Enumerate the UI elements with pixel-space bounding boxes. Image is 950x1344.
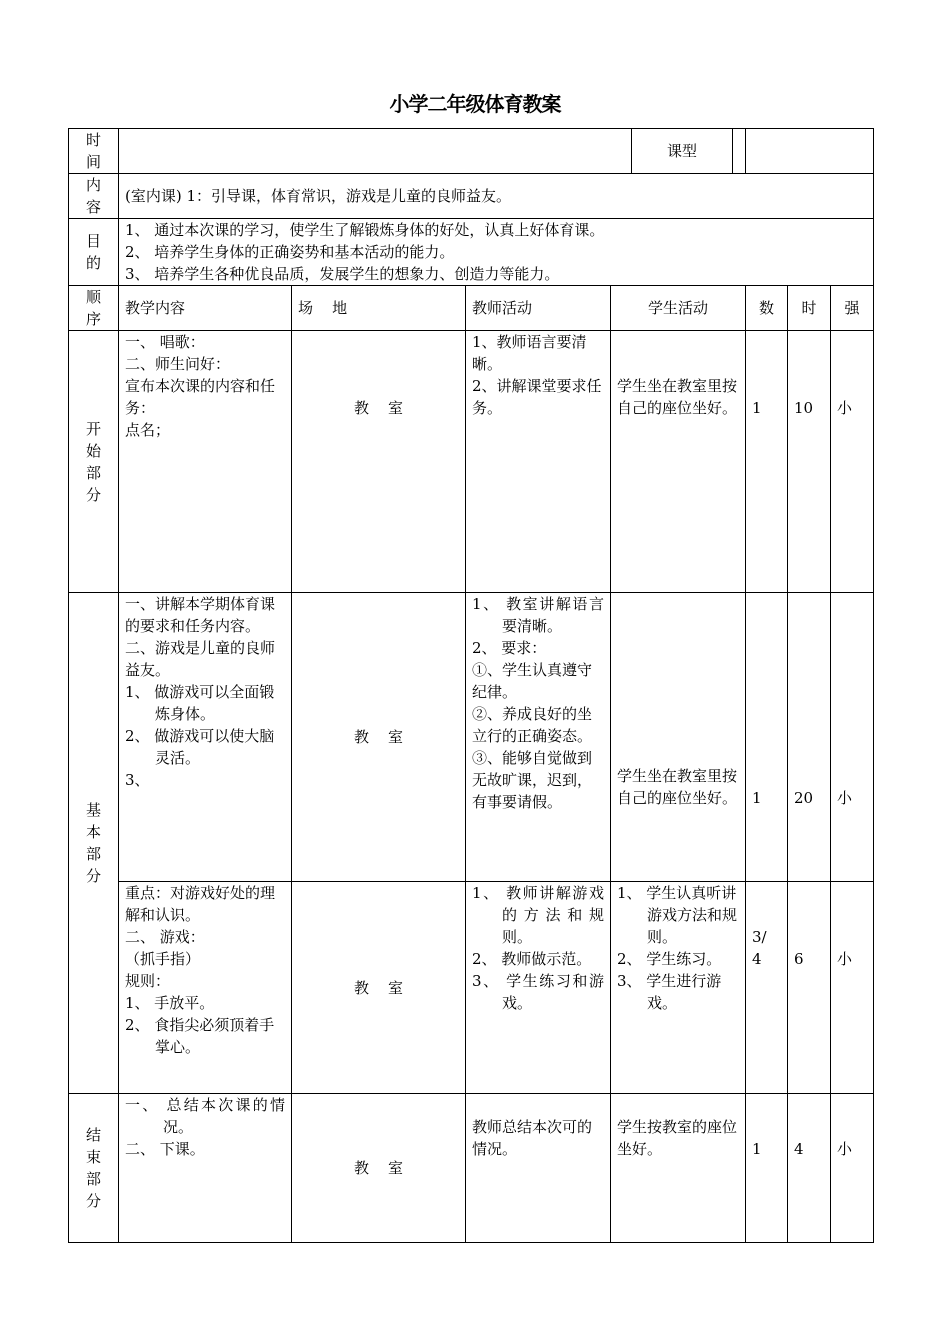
- goal-row: [69, 219, 874, 286]
- goal-item: 3、 培养学生各种优良品质，发展学生的想象力、创造力等能力。: [125, 265, 560, 283]
- time-label: [69, 129, 119, 174]
- content-line: 一、 总结本次课的情况。: [125, 1096, 285, 1136]
- column-header-row: [69, 286, 874, 331]
- content-label: [69, 174, 119, 219]
- section-basic-label: [69, 593, 119, 1094]
- goal-list: [119, 219, 874, 286]
- time-type-cell: [119, 129, 746, 174]
- student-line: 1、 学生认真听讲游戏方法和规则。: [617, 884, 738, 946]
- section-label-char: 束: [85, 1148, 101, 1166]
- content-line: 重点：对游戏好处的理解和认识。: [125, 884, 276, 924]
- student-line: 2、 学生练习。: [617, 950, 722, 968]
- content-label-char: 容: [85, 198, 101, 216]
- section-end-content: [119, 1094, 292, 1243]
- section-game-student: [611, 882, 746, 1094]
- section-end-count: 1: [746, 1094, 788, 1243]
- section-game-time: 6: [788, 882, 831, 1094]
- student-line: 3、 学生进行游戏。: [617, 972, 722, 1012]
- content-line: 点名；: [125, 421, 171, 439]
- section-end-row: [69, 1094, 874, 1243]
- col-count: 数: [746, 286, 788, 331]
- section-end-intensity: 小: [831, 1094, 874, 1243]
- content-line: 1、 手放平。: [125, 994, 215, 1012]
- section-game-intensity: 小: [831, 882, 874, 1094]
- section-game-venue: 教 室: [292, 882, 466, 1094]
- teacher-line: 2、 教师做示范。: [472, 950, 592, 968]
- section-basic-venue: 教 室: [292, 593, 466, 882]
- col-order: [69, 286, 119, 331]
- teacher-line: 3、 学生练习和游戏。: [472, 972, 604, 1012]
- content-label-char: 内: [85, 176, 101, 194]
- col-venue: 场 地: [292, 286, 466, 331]
- section-label-char: 结: [85, 1126, 101, 1144]
- goal-label: [69, 219, 119, 286]
- section-game-teacher: [466, 882, 611, 1094]
- time-row: [69, 129, 874, 174]
- content-line: 二、师生问好：: [125, 355, 231, 373]
- col-student: 学生活动: [611, 286, 746, 331]
- content-line: 2、 食指尖必须顶着手掌心。: [125, 1016, 275, 1056]
- teacher-line: ①、学生认真遵守纪律。: [472, 661, 593, 701]
- content-line: 3、: [125, 771, 150, 789]
- content-line: 一、 唱歌：: [125, 333, 205, 351]
- section-label-char: 本: [85, 823, 101, 841]
- section-start-row: [69, 331, 874, 593]
- section-label-char: 始: [85, 441, 101, 460]
- section-basic-row-b: [69, 882, 874, 1094]
- content-line: 二、 游戏：: [125, 928, 205, 946]
- section-basic-intensity: 小: [831, 593, 874, 882]
- lesson-plan-table: [68, 128, 874, 1243]
- section-start-student: 学生坐在教室里按自己的座位坐好。: [611, 331, 746, 593]
- section-label-char: 分: [85, 867, 101, 885]
- content-line: 1、 做游戏可以全面锻炼身体。: [125, 683, 275, 723]
- content-line: 宣布本次课的内容和任务：: [125, 377, 276, 417]
- type-value[interactable]: [733, 129, 746, 173]
- section-basic-row-a: [69, 593, 874, 882]
- teacher-line: 1、 教师讲解游戏的方法和规则。: [472, 884, 604, 946]
- section-start-label: [69, 331, 119, 593]
- section-start-count: 1: [746, 331, 788, 593]
- section-end-time: 4: [788, 1094, 831, 1243]
- time-label-char: 间: [85, 153, 101, 171]
- goal-item: 2、 培养学生身体的正确姿势和基本活动的能力。: [125, 243, 455, 261]
- col-intensity: 强: [831, 286, 874, 331]
- section-basic-count: 1: [746, 593, 788, 882]
- section-end-label: [69, 1094, 119, 1243]
- section-label-char: 部: [85, 845, 101, 863]
- time-value[interactable]: [119, 129, 632, 173]
- col-teacher: 教师活动: [466, 286, 611, 331]
- section-basic-time: 20: [788, 593, 831, 882]
- goal-item: 1、 通过本次课的学习，使学生了解锻炼身体的好处，认真上好体育课。: [125, 221, 605, 239]
- content-line: 一、讲解本学期体育课的要求和任务内容。: [125, 595, 276, 635]
- section-start-teacher: [466, 331, 611, 593]
- section-start-intensity: 小: [831, 331, 874, 593]
- type-value-ext: [746, 129, 874, 174]
- content-line: 二、 下课。: [125, 1140, 205, 1158]
- content-line: （抓手指）: [125, 950, 201, 968]
- section-start-time: 10: [788, 331, 831, 593]
- content-row: [69, 174, 874, 219]
- section-basic-student: 学生坐在教室里按自己的座位坐好。: [611, 593, 746, 882]
- section-label-char: 基: [85, 801, 101, 819]
- section-label-char: 开: [85, 419, 101, 438]
- section-label-char: 分: [85, 485, 101, 504]
- col-content: 教学内容: [119, 286, 292, 331]
- teacher-line: 2、讲解课堂要求任务。: [472, 377, 602, 417]
- section-label-char: 部: [85, 463, 101, 482]
- type-label: 课型: [632, 129, 733, 173]
- goal-label-char: 目: [85, 232, 101, 250]
- content-line: 2、 做游戏可以使大脑灵活。: [125, 727, 275, 767]
- col-time: 时: [788, 286, 831, 331]
- section-basic-content: [119, 593, 292, 882]
- teacher-line: ③、能够自觉做到无故旷课，迟到，有事要请假。: [472, 749, 593, 811]
- content-line: 规则：: [125, 972, 171, 990]
- section-start-content: [119, 331, 292, 593]
- section-end-venue: 教 室: [292, 1094, 466, 1243]
- teacher-line: ②、养成良好的坐立行的正确姿态。: [472, 705, 593, 745]
- col-order-char: 顺: [85, 288, 101, 306]
- goal-label-char: 的: [85, 254, 101, 272]
- section-label-char: 分: [85, 1192, 101, 1210]
- section-basic-teacher: [466, 593, 611, 882]
- section-game-count: 3/4: [746, 882, 788, 1094]
- section-game-content: [119, 882, 292, 1094]
- section-label-char: 部: [85, 1170, 101, 1188]
- col-order-char: 序: [85, 310, 101, 328]
- section-start-venue: 教 室: [292, 331, 466, 593]
- section-end-teacher: 教师总结本次可的情况。: [466, 1094, 611, 1243]
- teacher-line: 1、教师语言要清晰。: [472, 333, 587, 373]
- time-label-char: 时: [85, 131, 101, 149]
- teacher-line: 2、 要求：: [472, 639, 547, 657]
- teacher-line: 1、 教室讲解语言要清晰。: [472, 595, 604, 635]
- content-line: 二、游戏是儿童的良师益友。: [125, 639, 276, 679]
- section-end-student: 学生按教室的座位坐好。: [611, 1094, 746, 1243]
- page-title: 小学二年级体育教案: [389, 92, 561, 116]
- content-value: (室内课) 1：引导课，体育常识，游戏是儿童的良师益友。: [119, 174, 874, 219]
